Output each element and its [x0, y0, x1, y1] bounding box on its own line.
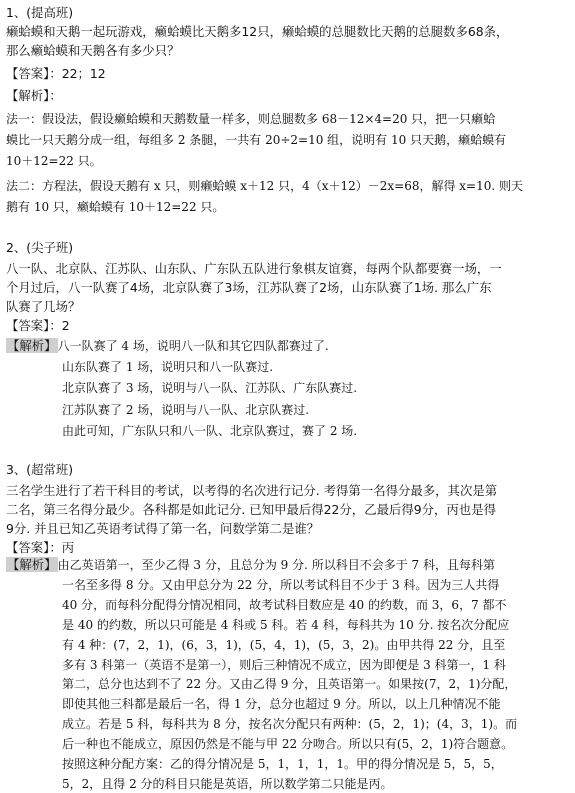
analysis-3-line-7: 第二，总分也达到不了 22 分。又由乙得 9 分，且英语第一。如果按(7，2，1)分配， [62, 677, 517, 691]
section-2-title: 2、(尖子班) [6, 240, 74, 255]
analysis-1-label: 【解析】： [6, 88, 62, 103]
question-3-line-2: 二名，第三名得分最少。各科都是如此记分. 已知甲最后得22分，乙最后得9分，丙也是得 [6, 502, 496, 517]
analysis-2-line-2: 山东队赛了 1 场，说明只和八一队赛过. [62, 360, 274, 374]
analysis-2-label: 【解析】 [7, 338, 57, 353]
analysis-3-line-3: 40 分，而每科分配得分情况相同，故考试科目数应是 40 的约数，而 3，6，7 都不 [62, 598, 507, 612]
analysis-2-line-3: 北京队赛了 3 场，说明与八一队、江苏队、广东队赛过. [62, 381, 358, 395]
answer-1: 【答案】：22；12 [6, 66, 106, 81]
question-3-line-1: 三名学生进行了若干科目的考试，以考得的名次进行记分. 考得第一名得分最多，其次是第 [6, 483, 498, 498]
method-1-line-1: 法一：假设法，假设癞蛤蟆和天鹅数量一样多，则总腿数多 68－12×4=20 只，把一只癞蛤 [6, 112, 496, 126]
analysis-3-text-1: 由乙英语第一，至少乙得 3 分，且总分为 9 分. 所以科目不会多于 7 科，且每科第 [57, 558, 495, 572]
question-1-line-2: 那么癞蛤蟆和天鹅各有多少只？ [6, 43, 180, 58]
question-2-line-1: 八一队、北京队、江苏队、山东队、广东队五队进行象棋友谊赛，每两个队都要赛一场，一 [6, 261, 502, 276]
analysis-3-label: 【解析】 [7, 557, 57, 572]
method-2-line-2: 鹅有 10 只，癞蛤蟆有 10＋12=22 只。 [6, 200, 225, 214]
answer-3: 【答案】：丙 [6, 540, 75, 555]
question-2-line-2: 个月过后，八一队赛了4场，北京队赛了3场，江苏队赛了2场，山东队赛了1场. 那么广东 [6, 280, 492, 295]
analysis-3-line-9: 成立。若是 5 科，每科共为 8 分，按名次分配只有两种：(5，2，1)；(4，3，1)。而 [62, 717, 518, 731]
analysis-3-line-1 [6, 557, 495, 573]
method-1-line-2: 蟆比一只天鹅分成一组，每组多 2 条腿，一共有 20÷2=10 组，说明有 10 只天鹅，癞蛤蟆有 [6, 133, 507, 147]
question-3-line-3: 9分. 并且已知乙英语考试得了第一名，问数学第二是谁？ [6, 521, 320, 536]
analysis-3-line-10: 后一种也不能成立，原因仍然是不能与甲 22 分吻合。所以只有(5，2，1)符合题意。 [62, 737, 514, 751]
method-2-line-1: 法二：方程法，假设天鹅有 x 只，则癞蛤蟆 x＋12 只，4（x＋12）－2x=68，解得 x=10. 则天 [6, 179, 523, 193]
question-1-line-1: 癞蛤蟆和天鹅一起玩游戏，癞蛤蟆比天鹅多12只，癞蛤蟆的总腿数比天鹅的总腿数多68条， [6, 24, 509, 39]
analysis-3-line-2: 一名至多得 8 分。又由甲总分为 22 分，所以考试科目不少于 3 科。因为三人共得 [62, 578, 500, 592]
analysis-3-line-5: 有 4 种：(7，2，1)，(6，3，1)，(5，4，1)，(5，3，2)。由甲共得 22 分，且至 [62, 638, 506, 652]
question-2-line-3: 队赛了几场？ [6, 299, 81, 314]
analysis-2-line-1 [6, 338, 329, 354]
section-1-title: 1、(提高班) [6, 5, 74, 20]
analysis-3-line-8: 即使其他三科都是最后一名，得 1 分，总分也超过 9 分。所以，以上几种情况不能 [62, 697, 501, 711]
analysis-3-line-4: 是 40 的约数，所以只可能是 4 科或 5 科。若 4 科，每科共为 10 分. 按名次分配应 [62, 618, 510, 632]
analysis-3-line-11: 按照这种分配方案：乙的得分情况是 5，1，1，1，1。甲的得分情况是 5，5，5， [62, 757, 503, 771]
analysis-3-line-12: 5，2，且得 2 分的科目只能是英语，所以数学第二只能是丙。 [62, 777, 393, 791]
analysis-2-line-5: 由此可知，广东队只和八一队、北京队赛过，赛了 2 场. [62, 424, 358, 438]
method-1-line-3: 10＋12=22 只。 [6, 154, 102, 168]
analysis-2-text-1: 八一队赛了 4 场，说明八一队和其它四队都赛过了. [57, 339, 329, 353]
answer-2: 【答案】：2 [6, 318, 70, 333]
section-3-title: 3、(超常班) [6, 462, 74, 477]
analysis-3-line-6: 多有 3 科第一（英语不是第一），则后三种情况不成立，因为即便是 3 科第一，1 科 [62, 658, 506, 672]
analysis-2-line-4: 江苏队赛了 2 场，说明与八一队、北京队赛过. [62, 403, 310, 417]
